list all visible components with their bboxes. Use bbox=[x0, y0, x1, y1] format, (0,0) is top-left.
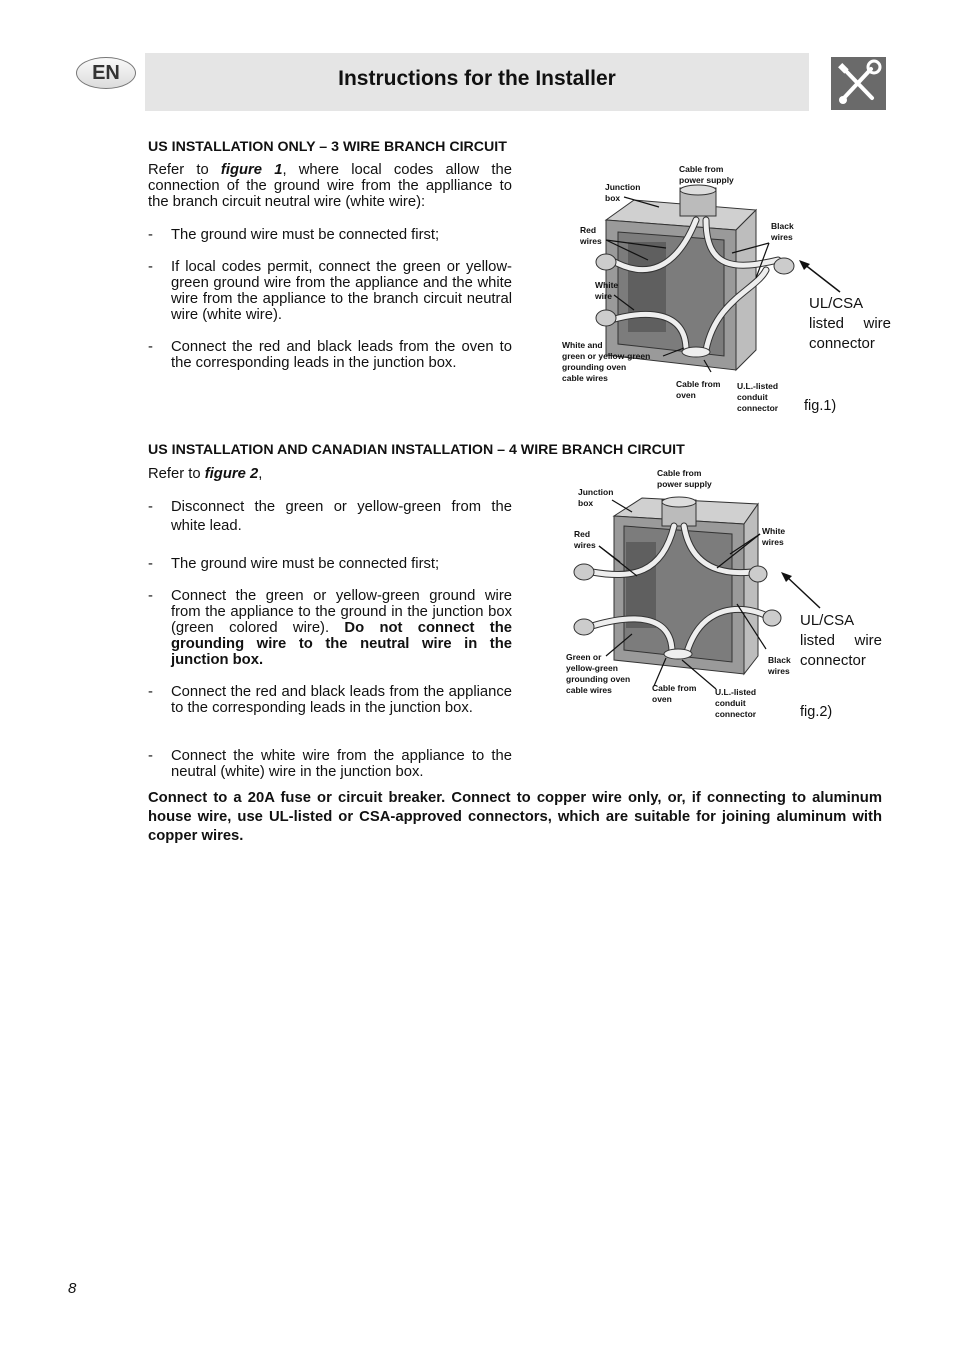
svg-text:Cable from: Cable from bbox=[657, 468, 702, 478]
section1-heading: US INSTALLATION ONLY – 3 WIRE BRANCH CIRCUIT bbox=[148, 139, 507, 155]
svg-text:wires: wires bbox=[580, 236, 602, 246]
svg-text:U.L.-listed: U.L.-listed bbox=[737, 381, 779, 391]
list-item: - Connect the green or yellow-green ground wire from the appliance to the ground in the junction box (green colored wire). Do not connect the grounding wire to the neutral wire in the junction box. bbox=[148, 588, 512, 668]
svg-text:box: box bbox=[605, 193, 621, 203]
list-item: - The ground wire must be connected first; bbox=[148, 227, 440, 243]
figure1-wiring-diagram bbox=[556, 160, 801, 420]
svg-text:Cable from: Cable from bbox=[679, 164, 724, 174]
svg-text:Cable from: Cable from bbox=[652, 683, 697, 693]
svg-text:box: box bbox=[578, 498, 594, 508]
figure2-caption: fig.2) bbox=[800, 704, 833, 720]
svg-text:grounding oven: grounding oven bbox=[562, 362, 627, 372]
figure2-wiring-diagram bbox=[562, 464, 802, 726]
svg-text:conduit: conduit bbox=[715, 698, 746, 708]
svg-text:oven: oven bbox=[676, 390, 696, 400]
svg-text:White and: White and bbox=[562, 340, 603, 350]
connector-arrow bbox=[778, 570, 828, 612]
svg-text:wires: wires bbox=[574, 540, 596, 550]
section1-intro: Refer to figure 1, where local codes allow the connection of the ground wire from the applliance to the branch circuit neutral wire (white wire): bbox=[148, 162, 512, 210]
connector-arrow bbox=[796, 256, 846, 296]
svg-text:green or yellow-green: green or yellow-green bbox=[562, 351, 651, 361]
tools-icon bbox=[831, 57, 886, 110]
language-badge: EN bbox=[76, 57, 136, 89]
svg-text:wire: wire bbox=[595, 291, 613, 301]
svg-text:Junction: Junction bbox=[578, 487, 614, 497]
section2-intro: Refer to figure 2, bbox=[148, 466, 263, 482]
list-item: - Disconnect the green or yellow-green from the white lead. bbox=[148, 499, 512, 534]
section2-heading: US INSTALLATION AND CANADIAN INSTALLATION – 4 WIRE BRANCH CIRCUIT bbox=[148, 442, 685, 458]
svg-text:Black: Black bbox=[768, 655, 791, 665]
svg-text:Red: Red bbox=[574, 529, 591, 539]
svg-text:White: White bbox=[595, 280, 619, 290]
connector-label-fig2: UL/CSA listed wire connector bbox=[800, 612, 882, 669]
svg-text:Green or: Green or bbox=[566, 652, 602, 662]
svg-text:White: White bbox=[762, 526, 786, 536]
svg-text:wires: wires bbox=[771, 232, 793, 242]
svg-text:Junction: Junction bbox=[605, 182, 641, 192]
list-item: - Connect the red and black leads from the appliance to the corresponding leads in the junction box. bbox=[148, 684, 512, 716]
breaker-note: Connect to a 20A fuse or circuit breaker. Connect to copper wire only, or, if connecting to aluminum house wire, use UL-listed or CSA-approved connectors, which are suitable for joining aluminum with copper wires. bbox=[148, 790, 882, 844]
svg-text:grounding oven: grounding oven bbox=[566, 674, 631, 684]
svg-text:cable wires: cable wires bbox=[566, 685, 612, 695]
svg-text:connector: connector bbox=[737, 403, 779, 413]
svg-text:Black: Black bbox=[771, 221, 794, 231]
list-item: - Connect the white wire from the appliance to the neutral (white) wire in the junction box. bbox=[148, 748, 512, 780]
warning-text: Do not connect the grounding wire to the neutral wire in the junction box. bbox=[171, 620, 512, 668]
svg-text:wires: wires bbox=[762, 537, 784, 547]
svg-text:power supply: power supply bbox=[657, 479, 712, 489]
page-title: Instructions for the Installer bbox=[338, 67, 616, 90]
svg-text:oven: oven bbox=[652, 694, 672, 704]
list-item: - Connect the red and black leads from the oven to the corresponding leads in the junction box. bbox=[148, 339, 512, 371]
page-number: 8 bbox=[68, 1280, 77, 1297]
figure2-reference: figure 2 bbox=[204, 466, 259, 482]
svg-text:connector: connector bbox=[715, 709, 757, 719]
connector-label-fig1: UL/CSA listed wire connector bbox=[809, 295, 891, 352]
figure1-reference: figure 1 bbox=[220, 162, 283, 178]
svg-text:conduit: conduit bbox=[737, 392, 768, 402]
list-item: - The ground wire must be connected first; bbox=[148, 556, 440, 572]
svg-text:yellow-green: yellow-green bbox=[566, 663, 618, 673]
figure1-caption: fig.1) bbox=[804, 398, 837, 414]
svg-text:wires: wires bbox=[768, 666, 790, 676]
svg-text:power supply: power supply bbox=[679, 175, 734, 185]
svg-text:U.L.-listed: U.L.-listed bbox=[715, 687, 757, 697]
svg-text:cable wires: cable wires bbox=[562, 373, 608, 383]
svg-text:Red: Red bbox=[580, 225, 597, 235]
list-item: - If local codes permit, connect the green or yellow-green ground wire from the appliance and the white wire from the appliance to the branch circuit neutral wire (white wire). bbox=[148, 259, 512, 323]
svg-text:Cable from: Cable from bbox=[676, 379, 721, 389]
header-bar bbox=[145, 53, 809, 111]
